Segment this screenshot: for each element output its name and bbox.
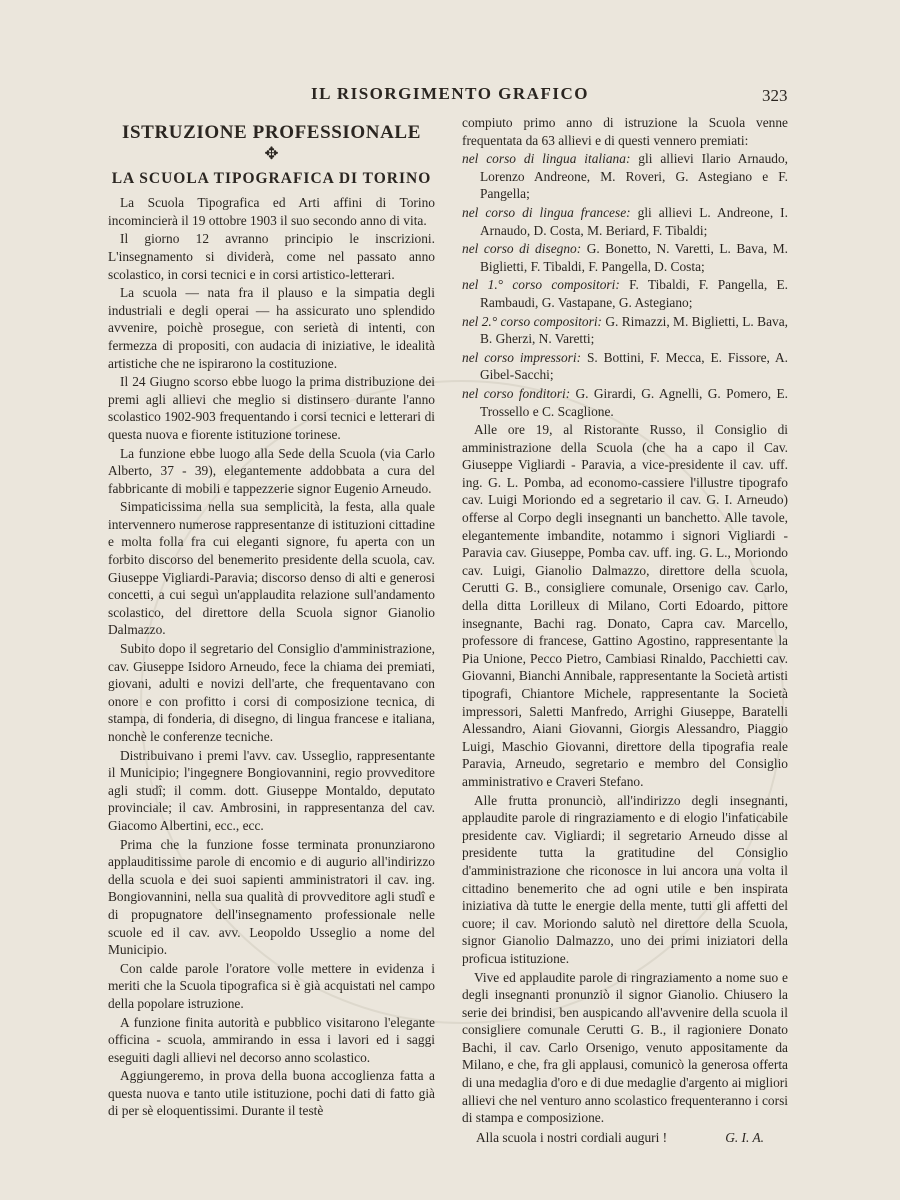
student-names: G. Girardi, G. Agnelli, G. Pomero, E. Trossello e C. Scaglione.: [480, 385, 788, 419]
article-title: LA SCUOLA TIPOGRAFICA DI TORINO: [111, 169, 432, 187]
winners-list-item: [462, 240, 788, 275]
closing-line: [462, 1129, 788, 1147]
paragraph: A funzione finita autorità e pubblico visitarono l'elegante officina - scuola, ammirando in essa i lavori ed i saggi eseguiti dagli allievi nel decorso anno scolastico.: [108, 1014, 435, 1065]
paragraph: Il 24 Giugno scorso ebbe luogo la prima distribuzione dei premi agli allievi che meglio si distinsero durante l'anno scolastico 1902-903 frequentando i corsi tecnici e letterari di questa nuova e fiorente istituzione torinese.: [108, 374, 435, 442]
course-name: nel corso impressori:: [462, 349, 582, 365]
closing-greeting: Alla scuola i nostri cordiali auguri !: [476, 1129, 668, 1145]
paragraph: La funzione ebbe luogo alla Sede della Scuola (via Carlo Alberto, 37 - 39), elegantemente addobbata a cura del fabbricante di mobili e tappezzerie signor Eugenio Arneudo.: [108, 445, 435, 496]
student-names: F. Tibaldi, F. Pangella, E. Rambaudi, G. Vastapane, G. Astegiano;: [480, 277, 788, 310]
paragraph: La scuola — nata fra il plauso e la simpatia degli industriali e degli operai — ha assicurato uno splendido avvenire, poichè prosegue, con serietà di intenti, con fermezza di propositi, con audacia di iniziative, le idealità artistiche che ne ispirarono la costituzione.: [108, 285, 435, 371]
course-name: nel corso di lingua italiana:: [462, 151, 631, 167]
paragraph: Alle ore 19, al Ristorante Russo, il Consiglio di amministrazione della Scuola (che ha a capo il Cav. Giuseppe Vigliardi - Paravia, a vice-presidente il cav. uff. ing. G. L. Pomba, ad economo-cassiere l'illustre tipografo cav. Luigi Moriondo ed a segretario il cav. G. I. Arneudo) offerse al Corpo degli insegnanti un banchetto. Alle tavole, elegantemente imbandite, notammo i signori Vigliardi - Paravia cav. Giuseppe, Pomba cav. uff. ing. G. L., Moriondo cav. Luigi, Gianolio Dalmazzo, direttore della scuola, Cerutti G. B., consigliere comunale, Orsenigo cav. Carlo, della ditta Lorilleux di Milano, Corti Edoardo, pittore insegnante, Bachi rag. Donato, Capra cav. Marcello, professore di francese, Gattino Agostino, rappresentante la Pia Unione, Pecco Pietro, Cambiasi Rinaldo, Pacchietti cav. Giovanni, Bianchi Annibale, rappresentante la Società artisti tipografi, Chiantore Michele, rappresentante la Società impressori, Saletti Manfredo, Arrighi Giuseppe, Baratelli Alessandro, Aiani Giovanni, Giorgis Alessandro, Piaggio Luigi, Maschio Giovanni, direttore della tipografia reale Paravia, Arneudo, segretario e membro del Consiglio amministrativo e Craveri Stefano.: [462, 422, 788, 789]
paragraph: Con calde parole l'oratore volle mettere in evidenza i meriti che la Scuola tipografica si è già acquistati nel campo della popolare istruzione.: [108, 960, 435, 1011]
student-names: G. Bonetto, N. Varetti, L. Bava, M. Biglietti, F. Tibaldi, F. Pangella, D. Costa;: [480, 241, 788, 274]
paragraph: Prima che la funzione fosse terminata pronunziarono applauditissime parole di encomio e di augurio all'indirizzo della scuola e dei suoi sapienti amministratori il cav. ing. Bongiovannini, nella sua qualità di provveditore agli studî e di propugnatore dell'insegnamento professionale nelle scuole ed il cav. avv. Leopoldo Usseglio a nome del Municipio.: [108, 836, 435, 958]
page-number: 323: [762, 86, 788, 105]
student-names: gli allievi L. Andreone, I. Arnaudo, D. Costa, M. Beriard, F. Tibaldi;: [480, 204, 788, 238]
section-title: ISTRUZIONE PROFESSIONALE: [122, 122, 421, 143]
journal-title: IL RISORGIMENTO GRAFICO: [311, 84, 589, 103]
right-column: [462, 114, 788, 1146]
winners-list-item: [462, 276, 788, 311]
left-column: [108, 114, 435, 1121]
student-names: gli allievi Ilario Arnaudo, Lorenzo Andreone, M. Roveri, G. Astegiano e F. Pangella;: [480, 151, 788, 202]
paragraph: Subito dopo il segretario del Consiglio d'amministrazione, cav. Giuseppe Isidoro Arneudo, fece la chiama dei premiati, giovani, adulti e novizi dell'arte, che frequentavano con onore e con profitto i corsi di composizione tecnica, di stampa, di fonderia, di disegno, di lingua francese e italiana, nonchè le conferenze tecniche.: [108, 641, 435, 744]
course-name: nel 1.° corso compositori:: [462, 277, 620, 293]
ornament-icon: ✥: [264, 143, 279, 163]
paragraph: Simpaticissima nella sua semplicità, la festa, alla quale intervennero numerose rappresentanze di istituzioni cittadine e molta folla fra cui eleganti signore, fu aperta con un forbito discorso del benemerito presidente della scuola, cav. Giuseppe Vigliardi-Paravia; discorso denso di alti e generosi concetti, a cui seguì un'applaudita relazione sull'andamento scolastico, del direttore della Scuola signor Gianolio Dalmazzo.: [108, 499, 435, 638]
winners-list-item: [462, 313, 788, 348]
course-name: nel corso fonditori:: [462, 385, 571, 401]
paragraph-continuation: compiuto primo anno di istruzione la Scuola venne frequentata da 63 allievi e di questi vennero premiati:: [462, 115, 788, 148]
paragraph: Aggiungeremo, in prova della buona accoglienza fatta a questa nuova e tanto utile istituzione, pochi dati di fatto già di per sè eloquentissimi. Durante il testè: [108, 1068, 435, 1119]
winners-list-item: [462, 349, 788, 384]
winners-list-item: [462, 150, 788, 203]
course-name: nel 2.° corso compositori:: [462, 313, 603, 329]
paragraph: Distribuivano i premi l'avv. cav. Usseglio, rappresentante il Municipio; l'ingegnere Bongiovannini, regio provveditore agli studî; il comm. dott. Giuseppe Montaldo, deputato provinciale; il cav. Ambrosini, in rappresentanza del cav. Giacomo Albertini, ecc., ecc.: [108, 747, 435, 833]
author-signature: G. I. A.: [725, 1129, 764, 1145]
course-name: nel corso di disegno:: [462, 241, 582, 257]
paragraph: Vive ed applaudite parole di ringraziamento a nome suo e degli insegnanti pronunziò il signor Gianolio. Chiusero la serie dei brindisi, ben auspicando all'avvenire della scuola il consigliere comunale Cerutti G. B., il ragioniere Donato Bachi, il cav. Carlo Orsenigo, venuto appositamente da Milano, e che, fra gli applausi, comunicò la generosa offerta di una medaglia d'oro e di due medaglie d'argento ai migliori allievi che nel venturo anno scolastico frequenteranno i corsi di stampa e composizione.: [462, 969, 788, 1126]
paragraph: La Scuola Tipografica ed Arti affini di Torino incomincierà il 19 ottobre 1903 il suo secondo anno di vita.: [108, 195, 435, 228]
student-names: G. Rimazzi, M. Biglietti, L. Bava, B. Gherzi, N. Varetti;: [480, 313, 788, 347]
winners-list-item: [462, 385, 788, 420]
student-names: S. Bottini, F. Mecca, E. Fissore, A. Gibel-Sacchi;: [480, 349, 788, 383]
paragraph: Alle frutta pronunciò, all'indirizzo degli insegnanti, applaudite parole di ringraziamento e di elogio l'infaticabile presidente cav. Vigliardi; il segretario Arneudo disse al presidente tutta la gratitudine del Consiglio d'amministrazione che riconosce in lui ancora una volta il cittadino benemerito che ad ogni utile e ben inspirata iniziativa dà tutte le energie della mente, tutti gli affetti del cuore; il cav. Moriondo salutò nel direttore della Scuola, signor Gianolio Dalmazzo, uno dei primi iniziatori della proficua istituzione.: [462, 792, 788, 966]
winners-list-item: [462, 204, 788, 239]
paragraph: Il giorno 12 avranno principio le inscrizioni. L'insegnamento si dividerà, come nel passato anno scolastico, in corsi tecnici e in corsi artistico-letterari.: [108, 231, 435, 282]
course-name: nel corso di lingua francese:: [462, 204, 631, 220]
